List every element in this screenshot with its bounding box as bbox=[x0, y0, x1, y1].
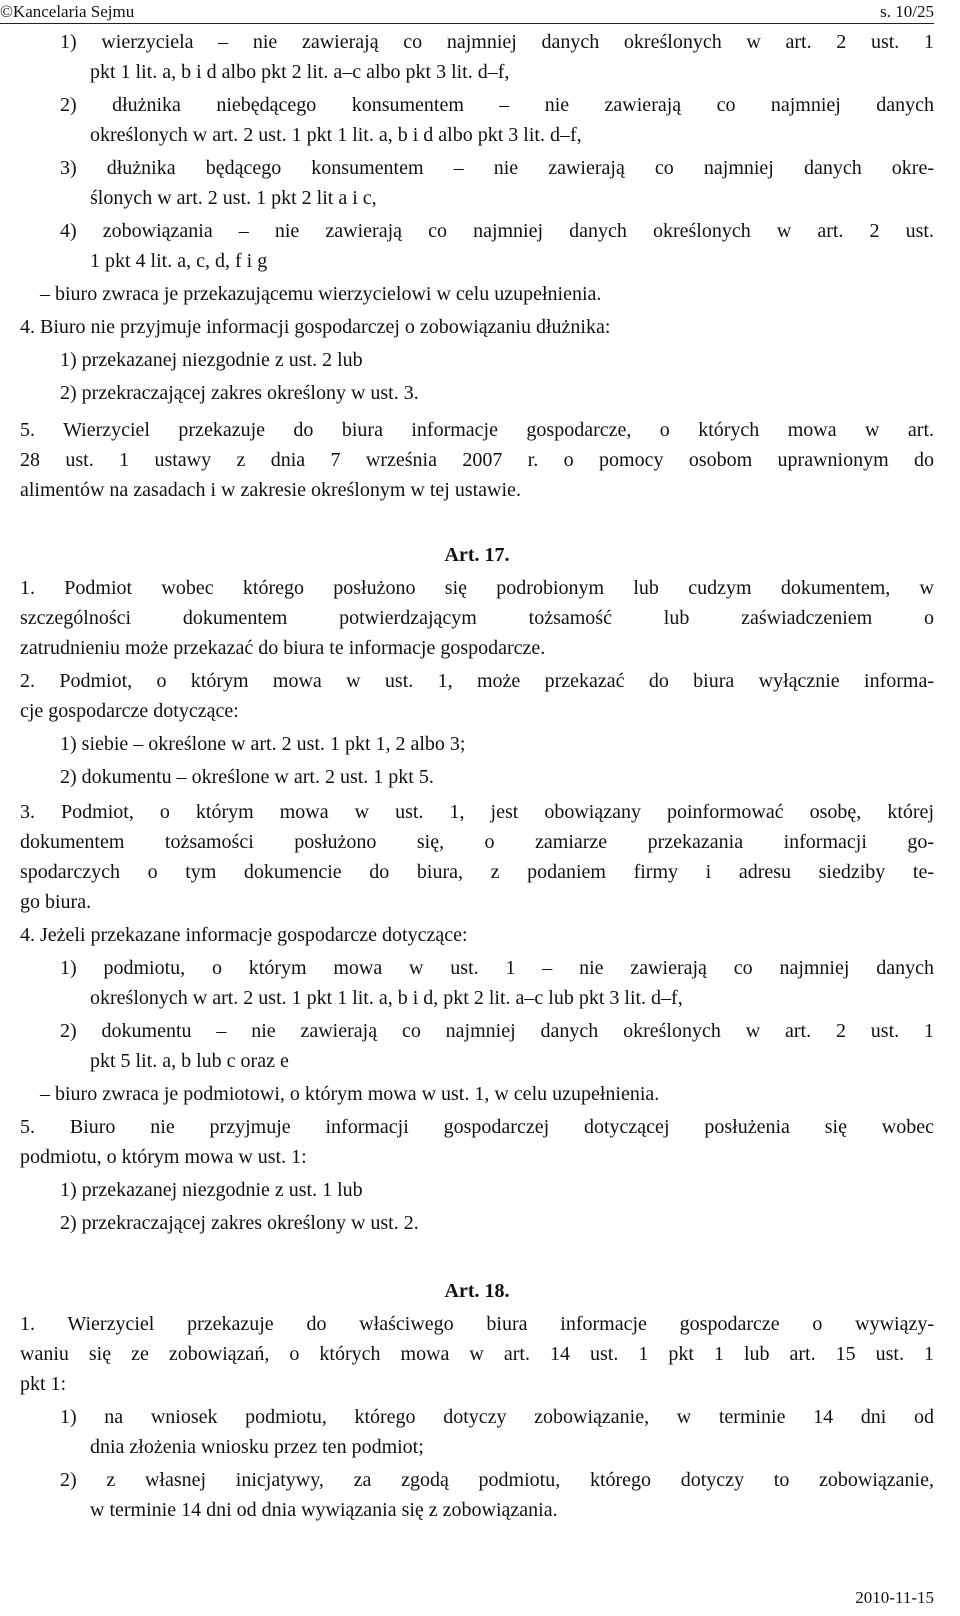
text-line: dnia złożenia wniosku przez ten podmiot; bbox=[90, 1436, 424, 1458]
text-line: pkt 5 lit. a, b lub c oraz e bbox=[90, 1050, 289, 1072]
footer-date: 2010-11-15 bbox=[855, 1588, 934, 1607]
text-line: w terminie 14 dni od dnia wywiązania się z zobowiązania. bbox=[90, 1499, 558, 1521]
text-line: 1) przekazanej niezgodnie z ust. 2 lub bbox=[60, 349, 363, 371]
text-line: 2) dokumentu – określone w art. 2 ust. 1 pkt 5. bbox=[60, 766, 434, 788]
text-line: 2) z własnej inicjatywy, za zgodą podmiotu, którego dotyczy to zobowiązanie, bbox=[60, 1469, 934, 1491]
text-line: 1 pkt 4 lit. a, c, d, f i g bbox=[90, 250, 268, 272]
header-source: ©Kancelaria Sejmu bbox=[0, 2, 135, 21]
text-line: 1) podmiotu, o którym mowa w ust. 1 – nie zawierają co najmniej danych bbox=[60, 957, 934, 979]
text-line: szczególności dokumentem potwierdzającym tożsamość lub zaświadczeniem o bbox=[20, 607, 934, 629]
text-line: 1) wierzyciela – nie zawierają co najmniej danych określonych w art. 2 ust. 1 bbox=[60, 31, 934, 53]
text-line: go biura. bbox=[20, 891, 92, 913]
text-line: 4. Jeżeli przekazane informacje gospodarcze dotyczące: bbox=[20, 924, 468, 946]
text-line: 2) dokumentu – nie zawierają co najmniej danych określonych w art. 2 ust. 1 bbox=[60, 1020, 934, 1042]
text-line: ślonych w art. 2 ust. 1 pkt 2 lit a i c, bbox=[90, 187, 377, 209]
text-line: zatrudnieniu może przekazać do biura te informacje gospodarcze. bbox=[20, 637, 546, 659]
text-line: – biuro zwraca je przekazującemu wierzycielowi w celu uzupełnienia. bbox=[40, 283, 602, 305]
text-line: 3. Podmiot, o którym mowa w ust. 1, jest obowiązany poinformować osobę, której bbox=[20, 801, 934, 823]
text-line: pkt 1: bbox=[20, 1373, 67, 1395]
article-heading: Art. 17. bbox=[444, 544, 510, 566]
text-line: alimentów na zasadach i w zakresie określonym w tej ustawie. bbox=[20, 479, 521, 501]
text-line: 4. Biuro nie przyjmuje informacji gospodarczej o zobowiązaniu dłużnika: bbox=[20, 316, 611, 338]
text-line: 3) dłużnika będącego konsumentem – nie zawierają co najmniej danych okre- bbox=[60, 157, 934, 179]
text-line: waniu się ze zobowiązań, o których mowa w art. 14 ust. 1 pkt 1 lub art. 15 ust. 1 bbox=[20, 1343, 934, 1365]
text-line: 1) siebie – określone w art. 2 ust. 1 pkt 1, 2 albo 3; bbox=[60, 733, 466, 755]
text-line: 28 ust. 1 ustawy z dnia 7 września 2007 r. o pomocy osobom uprawnionym do bbox=[20, 449, 934, 471]
text-line: 2) przekraczającej zakres określony w ust. 3. bbox=[60, 382, 419, 404]
text-line: 1. Wierzyciel przekazuje do właściwego biura informacje gospodarcze o wywiązy- bbox=[20, 1313, 934, 1335]
text-line: 1) na wniosek podmiotu, którego dotyczy zobowiązanie, w terminie 14 dni od bbox=[60, 1406, 934, 1428]
text-line: określonych w art. 2 ust. 1 pkt 1 lit. a, b i d albo pkt 3 lit. d–f, bbox=[90, 124, 582, 146]
text-line: 5. Wierzyciel przekazuje do biura informacje gospodarcze, o których mowa w art. bbox=[20, 419, 934, 441]
header-rule bbox=[0, 23, 934, 24]
text-line: 2. Podmiot, o którym mowa w ust. 1, może przekazać do biura wyłącznie informa- bbox=[20, 670, 934, 692]
text-line: 4) zobowiązania – nie zawierają co najmniej danych określonych w art. 2 ust. bbox=[60, 220, 934, 242]
text-line: 1) przekazanej niezgodnie z ust. 1 lub bbox=[60, 1179, 363, 1201]
text-line: określonych w art. 2 ust. 1 pkt 1 lit. a, b i d, pkt 2 lit. a–c lub pkt 3 lit. d–f, bbox=[90, 987, 683, 1009]
page-header bbox=[0, 0, 960, 24]
article-heading: Art. 18. bbox=[444, 1280, 510, 1302]
text-line: 2) przekraczającej zakres określony w ust. 2. bbox=[60, 1212, 419, 1234]
text-line: cje gospodarcze dotyczące: bbox=[20, 700, 239, 722]
header-page-number: s. 10/25 bbox=[880, 2, 934, 21]
text-line: 5. Biuro nie przyjmuje informacji gospodarczej dotyczącej posłużenia się wobec bbox=[20, 1116, 934, 1138]
text-line: 2) dłużnika niebędącego konsumentem – nie zawierają co najmniej danych bbox=[60, 94, 934, 116]
text-line: dokumentem tożsamości posłużono się, o zamiarze przekazania informacji go- bbox=[20, 831, 934, 853]
text-line: pkt 1 lit. a, b i d albo pkt 2 lit. a–c albo pkt 3 lit. d–f, bbox=[90, 61, 510, 83]
text-line: – biuro zwraca je podmiotowi, o którym mowa w ust. 1, w celu uzupełnienia. bbox=[40, 1083, 660, 1105]
text-line: 1. Podmiot wobec którego posłużono się podrobionym lub cudzym dokumentem, w bbox=[20, 577, 934, 599]
text-line: spodarczych o tym dokumencie do biura, z podaniem firmy i adresu siedziby te- bbox=[20, 861, 934, 883]
text-line: podmiotu, o którym mowa w ust. 1: bbox=[20, 1146, 307, 1168]
